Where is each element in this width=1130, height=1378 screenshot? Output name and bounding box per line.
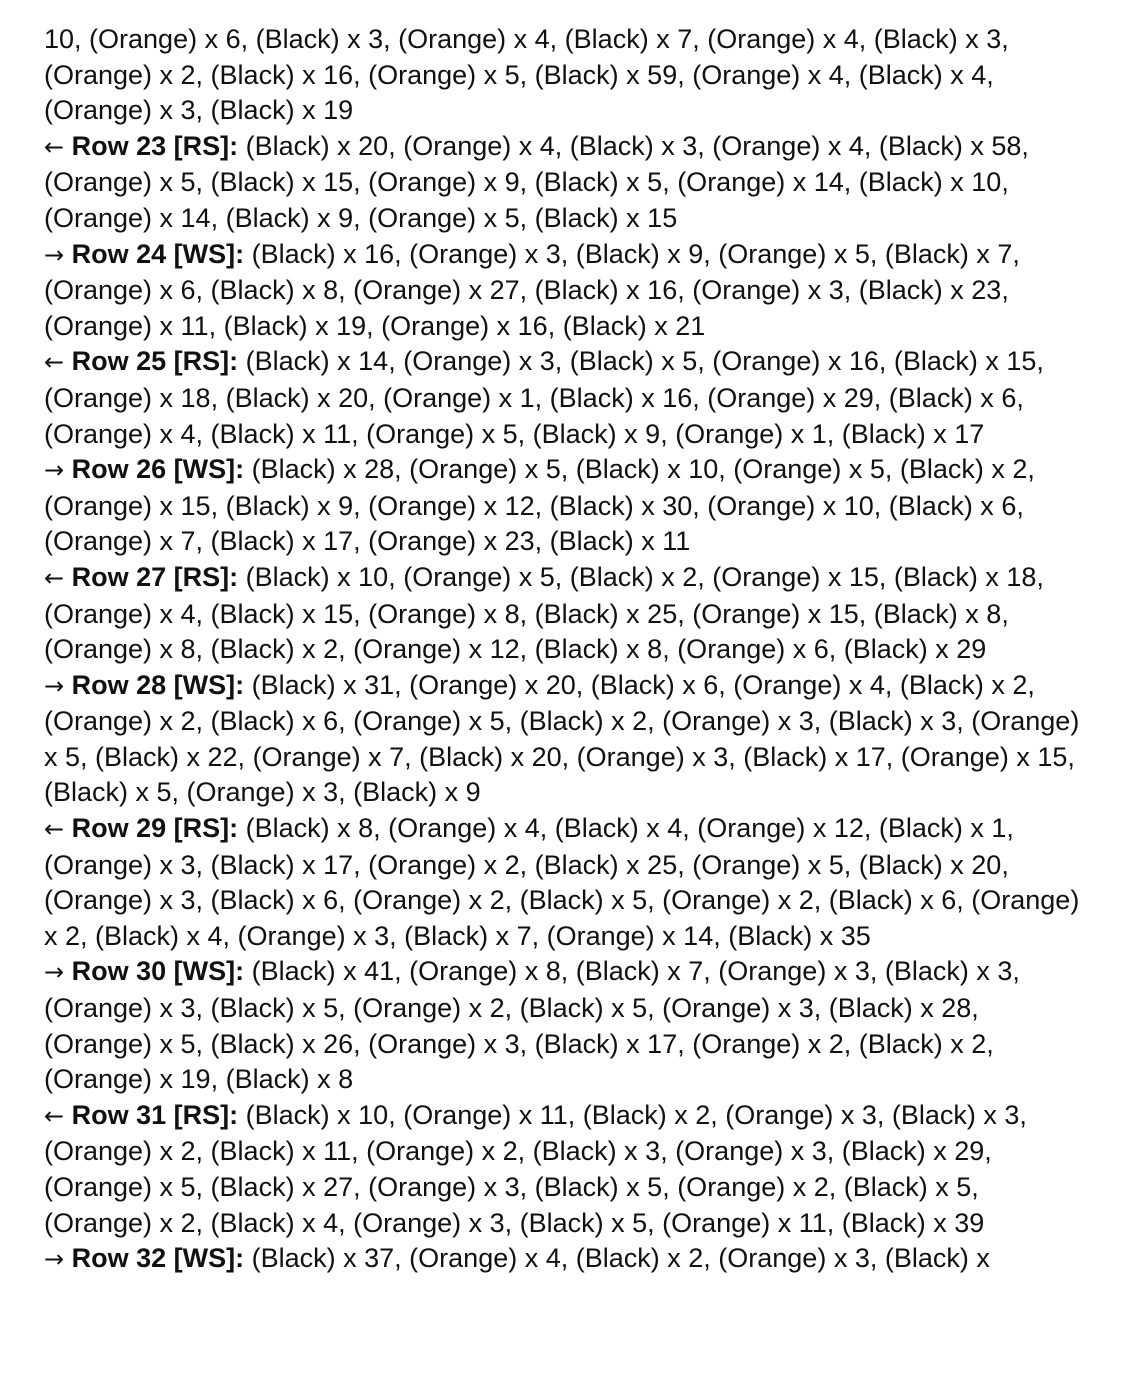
left-arrow-icon: ←	[44, 132, 65, 161]
row-28	[44, 668, 1094, 811]
right-arrow-icon: →	[44, 1245, 65, 1274]
row-31-label: Row 31 [RS]:	[71, 1099, 239, 1130]
row-32-instructions: (Black) x 37, (Orange) x 4, (Black) x 2, (Orange) x 3, (Black) x	[251, 1243, 990, 1274]
row-26	[44, 452, 1094, 560]
row-24-instructions: (Black) x 16, (Orange) x 3, (Black) x 9, (Orange) x 5, (Black) x 7, (Orange) x 6, (Black) x 8, (Orange) x 27, (Black) x 16, (Orange) x 3, (Black) x 23, (Orange) x 11, (Black) x 19, (Orange) x 16, (Black) x 21	[44, 238, 1020, 341]
right-arrow-icon: →	[44, 671, 65, 700]
row-26-label: Row 26 [WS]:	[71, 454, 245, 485]
row-23-instructions: (Black) x 20, (Orange) x 4, (Black) x 3, (Orange) x 4, (Black) x 58, (Orange) x 5, (Black) x 15, (Orange) x 9, (Black) x 5, (Orange) x 14, (Black) x 10, (Orange) x 14, (Black) x 9, (Orange) x 5, (Black) x 15	[44, 130, 1029, 233]
row-31	[44, 1098, 1094, 1241]
row-24	[44, 237, 1094, 345]
right-arrow-icon: →	[44, 240, 65, 269]
row-30-instructions: (Black) x 41, (Orange) x 8, (Black) x 7, (Orange) x 3, (Black) x 3, (Orange) x 3, (Black) x 5, (Orange) x 2, (Black) x 5, (Orange) x 3, (Black) x 28, (Orange) x 5, (Black) x 26, (Orange) x 3, (Black) x 17, (Orange) x 2, (Black) x 2, (Orange) x 19, (Black) x 8	[44, 956, 1020, 1095]
right-arrow-icon: →	[44, 958, 65, 987]
row-23	[44, 129, 1094, 237]
row-27	[44, 560, 1094, 668]
row-28-label: Row 28 [WS]:	[71, 669, 245, 700]
row-25-instructions: (Black) x 14, (Orange) x 3, (Black) x 5, (Orange) x 16, (Black) x 15, (Orange) x 18, (Black) x 20, (Orange) x 1, (Black) x 16, (Orange) x 29, (Black) x 6, (Orange) x 4, (Black) x 11, (Orange) x 5, (Black) x 9, (Orange) x 1, (Black) x 17	[44, 346, 1044, 449]
right-arrow-icon: →	[44, 456, 65, 485]
row-23-label: Row 23 [RS]:	[71, 130, 239, 161]
row-31-instructions: (Black) x 10, (Orange) x 11, (Black) x 2, (Orange) x 3, (Black) x 3, (Orange) x 2, (Black) x 11, (Orange) x 2, (Black) x 3, (Orange) x 3, (Black) x 29, (Orange) x 5, (Black) x 27, (Orange) x 3, (Black) x 5, (Orange) x 2, (Black) x 5, (Orange) x 2, (Black) x 4, (Orange) x 3, (Black) x 5, (Orange) x 11, (Black) x 39	[44, 1099, 1027, 1238]
row-27-label: Row 27 [RS]:	[71, 561, 239, 592]
row-27-instructions: (Black) x 10, (Orange) x 5, (Black) x 2, (Orange) x 15, (Black) x 18, (Orange) x 4, (Black) x 15, (Orange) x 8, (Black) x 25, (Orange) x 15, (Black) x 8, (Orange) x 8, (Black) x 2, (Orange) x 12, (Black) x 8, (Orange) x 6, (Black) x 29	[44, 561, 1044, 665]
row-29	[44, 811, 1094, 954]
row-24-label: Row 24 [WS]:	[71, 238, 245, 269]
row-28-instructions: (Black) x 31, (Orange) x 20, (Black) x 6, (Orange) x 4, (Black) x 2, (Orange) x 2, (Black) x 6, (Orange) x 5, (Black) x 2, (Orange) x 3, (Black) x 3, (Orange) x 5, (Black) x 22, (Orange) x 7, (Black) x 20, (Orange) x 3, (Black) x 17, (Orange) x 15, (Black) x 5, (Orange) x 3, (Black) x 9	[44, 669, 1080, 808]
left-arrow-icon: ←	[44, 563, 65, 592]
row-30	[44, 954, 1094, 1097]
row-29-instructions: (Black) x 8, (Orange) x 4, (Black) x 4, (Orange) x 12, (Black) x 1, (Orange) x 3, (Black) x 17, (Orange) x 2, (Black) x 25, (Orange) x 5, (Black) x 20, (Orange) x 3, (Black) x 6, (Orange) x 2, (Black) x 5, (Orange) x 2, (Black) x 6, (Orange) x 2, (Black) x 4, (Orange) x 3, (Black) x 7, (Orange) x 14, (Black) x 35	[44, 813, 1080, 951]
left-arrow-icon: ←	[44, 1101, 65, 1130]
row-25	[44, 344, 1094, 452]
row-29-label: Row 29 [RS]:	[71, 813, 239, 844]
row-32	[44, 1241, 1094, 1278]
row-22-continuation	[44, 22, 1094, 129]
left-arrow-icon: ←	[44, 348, 65, 377]
left-arrow-icon: ←	[44, 815, 65, 844]
row-26-instructions: (Black) x 28, (Orange) x 5, (Black) x 10, (Orange) x 5, (Black) x 2, (Orange) x 15, (Black) x 9, (Orange) x 12, (Black) x 30, (Orange) x 10, (Black) x 6, (Orange) x 7, (Black) x 17, (Orange) x 23, (Black) x 11	[44, 454, 1035, 557]
row-22-instructions: 10, (Orange) x 6, (Black) x 3, (Orange) x 4, (Black) x 7, (Orange) x 4, (Black) x 3, (Orange) x 2, (Black) x 16, (Orange) x 5, (Black) x 59, (Orange) x 4, (Black) x 4, (Orange) x 3, (Black) x 19	[44, 24, 1009, 126]
row-30-label: Row 30 [WS]:	[71, 956, 245, 987]
row-25-label: Row 25 [RS]:	[71, 346, 239, 377]
row-32-label: Row 32 [WS]:	[71, 1243, 245, 1274]
